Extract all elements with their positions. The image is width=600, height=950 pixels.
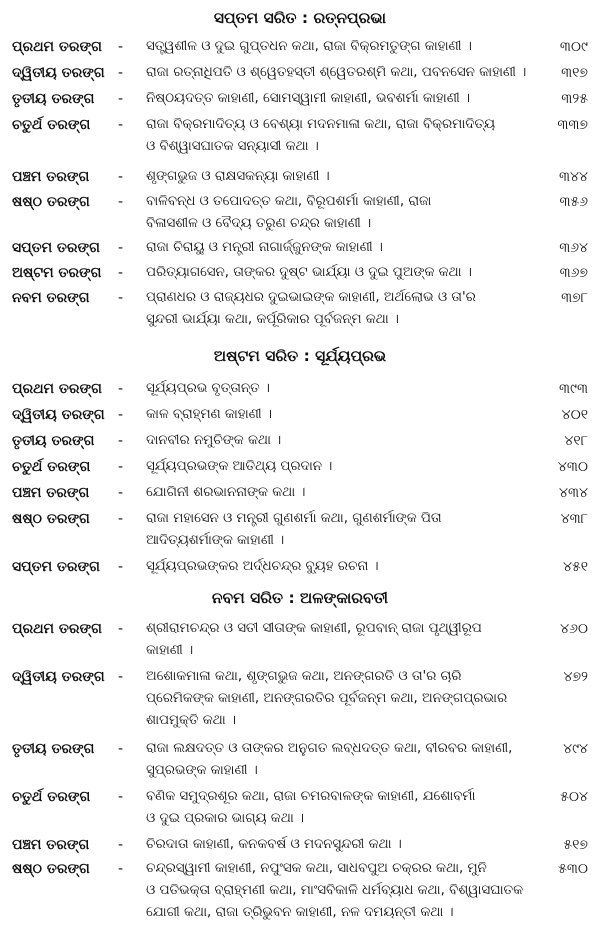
entry-description <box>146 378 534 400</box>
chapter-name: ଦ୍ୱିତୀୟ ତରଙ୍ଗ <box>12 407 105 423</box>
page-number: ୩୯୩ <box>559 381 588 397</box>
entry-description <box>146 618 534 662</box>
entry-description <box>146 114 534 158</box>
page-number: ୪୦୧ <box>561 407 588 423</box>
chapter-name: ଦ୍ୱିତୀୟ ତରଙ୍ଗ <box>12 65 105 81</box>
page-number: ୪୩୮ <box>560 511 588 527</box>
page-number: ୩୦୯ <box>559 39 588 55</box>
desc-line: ସୂର୍ଯ୍ୟପ୍ରଭଙ୍କର ଅର୍ଦ୍ଧଚନ୍ଦ୍ର ବ୍ୟୁହ ରଚନା । <box>146 559 379 574</box>
chapter-name: ଷଷ୍ଠ ତରଙ୍ଗ <box>12 194 90 210</box>
desc-line: ଓ ପତିଭକ୍ତା ବ୍ରାହ୍ମଣୀ କଥା, ମାଂସବିକାଳି ଧର୍ମବ୍ୟାଧ କଥା, ବିଶ୍ୱାସଘାତକ <box>146 883 523 898</box>
entry-description <box>146 666 534 732</box>
separator-dash: - <box>118 433 124 449</box>
entry-description <box>146 786 534 830</box>
separator-dash: - <box>118 169 124 185</box>
desc-line: ରାଜା ଲକ୍ଷଦତ୍ତ ଓ ତାଙ୍କର ଅନୁଗତ ଲବ୍ଧଦତ୍ତ କଥା, ବୀରବର କାହାଣୀ, <box>146 741 513 756</box>
chapter-name: ଚତୁର୍ଥ ତରଙ୍ଗ <box>12 459 91 475</box>
desc-line: ଶାପମୁକ୍ତି କଥା । <box>146 713 236 728</box>
entry-description <box>146 456 534 478</box>
separator-dash: - <box>118 621 124 637</box>
desc-line: ଅଶୋକମାଳା କଥା, ଶୃଙ୍ଗଭୁଜ କଥା, ଅନଙ୍ଗରତି ଓ ତା'ର ଚାରି <box>146 669 462 684</box>
desc-line: ନିଷ୍ଠୟଦତ୍ତ କାହାଣୀ, ସୋମସ୍ୱାମୀ କାହାଣୀ, ଭବଶର୍ମା କାହାଣୀ । <box>146 91 471 106</box>
entry-description <box>146 482 534 504</box>
chapter-name: ପଞ୍ଚମ ତରଙ୍ଗ <box>12 169 90 185</box>
chapter-name: ତୃତୀୟ ତରଙ୍ଗ <box>12 741 95 757</box>
separator-dash: - <box>118 485 124 501</box>
entry-description <box>146 404 534 426</box>
entry-description <box>146 237 534 259</box>
separator-dash: - <box>118 407 124 423</box>
desc-line: ଯୋଗୀ କଥା, ରାଜା ତ୍ରିଭୁବନ କାହାଣୀ, ନଳ ଦମୟନ୍ତୀ କଥା । <box>146 905 454 920</box>
separator-dash: - <box>118 240 124 256</box>
page-number: ୫୦୪ <box>560 789 588 805</box>
section-heading: ଅଷ୍ଟମ ସରିତ : ସୂର୍ଯ୍ୟପ୍ରଭ <box>213 347 387 365</box>
entry-description <box>146 88 534 110</box>
desc-line: ବଣିକ ସମୁଦ୍ରଶୂର କଥା, ରାଜା ଚମରବାଳଙ୍କ କାହାଣୀ, ଯଶୋବର୍ମା <box>146 789 476 804</box>
page-number: ୩୧୭ <box>561 65 588 81</box>
entry-description <box>146 262 534 284</box>
page-number: ୪୩୦ <box>557 459 588 475</box>
desc-line: ଚିରଦାତା କାହାଣୀ, କନକବର୍ଷ ଓ ମଦନସୁନ୍ଦରୀ କଥା । <box>146 837 402 852</box>
entry-description <box>146 508 534 552</box>
chapter-name: ନବମ ତରଙ୍ଗ <box>12 290 90 306</box>
desc-line: ଶୃଙ୍ଗଭୁଜ ଓ ରାକ୍ଷସକନ୍ୟା କାହାଣୀ । <box>146 169 330 184</box>
page-number: ୩୪୪ <box>559 169 588 185</box>
desc-line: ଓ ବିଶ୍ୱାସଘାତକ ସନ୍ୟାସୀ କଥା । <box>146 139 319 154</box>
desc-line: ରାଜା ମହାସେନ ଓ ମନ୍ତ୍ରୀ ଗୁଣଶର୍ମା କଥା, ଗୁଣଶର୍ମାଙ୍କ ପିତା <box>146 511 442 526</box>
desc-line: ଚନ୍ଦ୍ରସ୍ୱାମୀ କାହାଣୀ, ନପୁଂସକ କଥା, ସାଧବପୁଅ ଚକ୍ରର କଥା, ମୁନି <box>146 861 487 876</box>
entry-description <box>146 36 534 58</box>
separator-dash: - <box>118 381 124 397</box>
page-number: ୩୩୭ <box>557 117 588 133</box>
desc-line: ସୂର୍ଯ୍ୟପ୍ରଭଙ୍କ ଆତିଥ୍ୟ ପ୍ରଦାନ । <box>146 459 333 474</box>
entry-description <box>146 556 534 578</box>
page-number: ୪୭୨ <box>563 669 588 685</box>
desc-line: ସୁନ୍ଦରୀ ଭାର୍ଯ୍ୟା କଥା, କର୍ପୂରିକାର ପୂର୍ବଜନ୍ମ କଥା । <box>146 312 399 327</box>
page-number: ୪୬୦ <box>560 621 588 637</box>
chapter-name: ଦ୍ୱିତୀୟ ତରଙ୍ଗ <box>12 669 105 685</box>
desc-line: କାହାଣୀ । <box>146 643 194 658</box>
entry-description <box>146 191 534 235</box>
desc-line: ବାଳିବନ୍ଧ ଓ ତପୋଦତ୍ତ କଥା, ବିରୂପଶର୍ମା କାହାଣୀ, ରାଜା <box>146 194 432 209</box>
separator-dash: - <box>118 669 124 685</box>
page-number: ୪୫୧ <box>562 559 588 575</box>
entry-description <box>146 858 534 924</box>
separator-dash: - <box>118 65 124 81</box>
chapter-name: ଷଷ୍ଠ ତରଙ୍ଗ <box>12 511 90 527</box>
desc-line: ଆଦିତ୍ୟଶର୍ମାଙ୍କ କାହାଣୀ । <box>146 533 285 548</box>
page-number: ୪୩୪ <box>559 485 588 501</box>
entry-description <box>146 166 534 188</box>
chapter-name: ତୃତୀୟ ତରଙ୍ଗ <box>12 91 95 107</box>
chapter-name: ଅଷ୍ଟମ ତରଙ୍ଗ <box>12 265 102 281</box>
page-number: ୪୧୮ <box>564 433 588 449</box>
chapter-name: ସପ୍ତମ ତରଙ୍ଗ <box>12 240 100 256</box>
chapter-name: ପଞ୍ଚମ ତରଙ୍ଗ <box>12 837 90 853</box>
separator-dash: - <box>118 789 124 805</box>
separator-dash: - <box>118 741 124 757</box>
desc-line: ରାଜା ବିକ୍ରମାଦିତ୍ୟ ଓ ବେଶ୍ୟା ମଦନମାଳା କଥା, ରାଜା ବିକ୍ରମାଦିତ୍ୟ <box>146 117 496 132</box>
entry-description <box>146 287 534 331</box>
separator-dash: - <box>118 265 124 281</box>
entry-description <box>146 62 534 84</box>
entry-description <box>146 834 534 856</box>
chapter-name: ଚତୁର୍ଥ ତରଙ୍ଗ <box>12 789 91 805</box>
desc-line: ଦାନବୀର ନମୁଚିଙ୍କ କଥା । <box>146 433 282 448</box>
page-number: ୪୯୪ <box>563 741 588 757</box>
separator-dash: - <box>118 39 124 55</box>
section-heading: ସପ୍ତମ ସରିତ : ରତ୍ନପ୍ରଭା <box>213 9 387 27</box>
chapter-name: ପ୍ରଥମ ତରଙ୍ଗ <box>12 621 102 637</box>
section-heading: ନବମ ସରିତ : ଅଳଙ୍କାରବତୀ <box>211 589 389 607</box>
desc-line: ପ୍ରେମିକଙ୍କ କାହାଣୀ, ଅନଙ୍ଗରତିର ପୂର୍ବଜନ୍ମ କଥା, ଅନଙ୍ଗପ୍ରଭାର <box>146 691 508 706</box>
chapter-name: ଷଷ୍ଠ ତରଙ୍ଗ <box>12 861 90 877</box>
chapter-name: ପ୍ରଥମ ତରଙ୍ଗ <box>12 381 102 397</box>
desc-line: ଶ୍ରୀରାମଚନ୍ଦ୍ର ଓ ସତୀ ସୀତାଙ୍କ କାହାଣୀ, ରୂପବାନ୍ ରାଜା ପୃଥ୍ୱୀରୂପ <box>146 621 482 636</box>
separator-dash: - <box>118 559 124 575</box>
separator-dash: - <box>118 837 124 853</box>
separator-dash: - <box>118 290 124 306</box>
page-number: ୩୬୭ <box>559 265 588 281</box>
separator-dash: - <box>118 91 124 107</box>
desc-line: ଓ ଦୁଇ ପ୍ରକାର ଭାଗ୍ୟ କଥା । <box>146 811 305 826</box>
chapter-name: ଚତୁର୍ଥ ତରଙ୍ଗ <box>12 117 91 133</box>
desc-line: କାଳ ବ୍ରାହ୍ମଣ କାହାଣୀ । <box>146 407 272 422</box>
entry-description <box>146 430 534 452</box>
chapter-name: ତୃତୀୟ ତରଙ୍ଗ <box>12 433 95 449</box>
desc-line: ସୁପ୍ରଭଙ୍କ କାହାଣୀ । <box>146 763 258 778</box>
desc-line: ପରିତ୍ୟାଗସେନ, ତାଙ୍କର ଦୁଷ୍ଟ ଭାର୍ଯ୍ୟା ଓ ଦୁଇ ପୁଅଙ୍କ କଥା । <box>146 265 472 280</box>
separator-dash: - <box>118 194 124 210</box>
chapter-name: ସପ୍ତମ ତରଙ୍ଗ <box>12 559 100 575</box>
page-number: ୩୭୮ <box>561 290 588 306</box>
page-number: ୫୧୭ <box>563 837 588 853</box>
desc-line: ସତ୍ତ୍ୱଶୀଳ ଓ ଦୁଇ ଗୁପ୍ତଧନ କଥା, ରାଜା ବିକ୍ରମତୁଙ୍ଗ କାହାଣୀ । <box>146 39 472 54</box>
desc-line: ରାଜା ଚିରାୟୁ ଓ ମନ୍ତ୍ରୀ ନାଗାର୍ଜ୍ଜୁନଙ୍କ କାହାଣୀ । <box>146 240 383 255</box>
separator-dash: - <box>118 861 124 877</box>
page-number: ୩୫୬ <box>559 194 588 210</box>
desc-line: ବିଳାସଶୀଳ ଓ ବୈଦ୍ୟ ତରୁଣ ଚନ୍ଦ୍ର କାହାଣୀ । <box>146 216 372 231</box>
desc-line: ପ୍ରାଣଧର ଓ ରାଜ୍ୟଧର ଦୁଇଭାଇଙ୍କ କାହାଣୀ, ଅର୍ଥଲୋଭ ଓ ତା'ର <box>146 290 476 305</box>
desc-line: ସୂର୍ଯ୍ୟପ୍ରଭ ବୃତ୍ତାନ୍ତ । <box>146 381 270 396</box>
separator-dash: - <box>118 117 124 133</box>
chapter-name: ପଞ୍ଚମ ତରଙ୍ଗ <box>12 485 90 501</box>
page-number: ୩୬୪ <box>559 240 588 256</box>
chapter-name: ପ୍ରଥମ ତରଙ୍ଗ <box>12 39 102 55</box>
page-number: ୩୨୫ <box>561 91 588 107</box>
desc-line: ରାଜା ରତ୍ନାଧିପତି ଓ ଶ୍ୱେତହସ୍ତୀ ଶ୍ୱେତରଶ୍ମି କଥା, ପବନସେନ କାହାଣୀ । <box>146 65 527 80</box>
entry-description <box>146 738 534 782</box>
separator-dash: - <box>118 459 124 475</box>
desc-line: ଯୋଗିନୀ ଶରଭାନନାଙ୍କ କଥା । <box>146 485 306 500</box>
separator-dash: - <box>118 511 124 527</box>
page-number: ୫୩୦ <box>558 861 588 877</box>
